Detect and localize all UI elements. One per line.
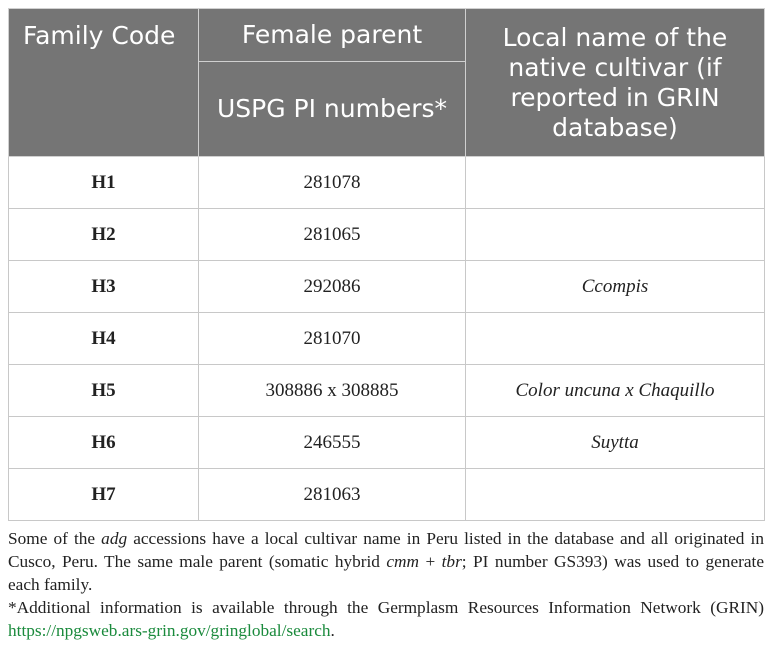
local-name-cell <box>466 469 765 521</box>
pi-number-cell: 281070 <box>199 313 466 365</box>
local-name-cell <box>466 157 765 209</box>
local-name-cell <box>466 313 765 365</box>
table-row <box>9 469 765 521</box>
footnote-paragraph <box>8 527 764 596</box>
footnote-text: Some of the <box>8 529 102 548</box>
family-code-cell: H1 <box>9 157 199 209</box>
family-code-cell: H7 <box>9 469 199 521</box>
plus-sign: + <box>419 552 442 571</box>
pi-number-cell: 281065 <box>199 209 466 261</box>
local-name-cell: Ccompis <box>466 261 765 313</box>
local-name-cell <box>466 209 765 261</box>
adg-term: adg <box>101 529 128 548</box>
cmm-term: cmm <box>386 552 420 571</box>
table-container <box>8 8 764 521</box>
table-footnotes <box>8 527 764 642</box>
pi-number-cell: 246555 <box>199 417 466 469</box>
footnote-text: *Additional information is available through the Germplasm Resources Information Network (GRIN) <box>8 598 764 617</box>
footnote-text: ; PI number GS393) was used to generate each family. <box>8 552 765 594</box>
family-code-cell: H4 <box>9 313 199 365</box>
table-row <box>9 261 765 313</box>
pi-number-cell: 281063 <box>199 469 466 521</box>
families-table <box>8 8 765 521</box>
footnote-paragraph <box>8 596 764 642</box>
local-name-cell: Color uncuna x Chaquillo <box>466 365 765 417</box>
local-name-cell: Suytta <box>466 417 765 469</box>
family-code-cell: H3 <box>9 261 199 313</box>
pi-number-cell: 308886 x 308885 <box>199 365 466 417</box>
header-female-parent: Female parent <box>199 9 466 62</box>
pi-number-cell: 292086 <box>199 261 466 313</box>
table-row <box>9 365 765 417</box>
table-row <box>9 417 765 469</box>
pi-number-cell: 281078 <box>199 157 466 209</box>
table-row <box>9 157 765 209</box>
family-code-cell: H5 <box>9 365 199 417</box>
tbr-term: tbr <box>441 552 462 571</box>
family-code-cell: H2 <box>9 209 199 261</box>
family-code-cell: H6 <box>9 417 199 469</box>
header-family-code: Family Code <box>9 9 199 157</box>
grin-link[interactable]: https://npgsweb.ars-grin.gov/gringlobal/search <box>8 621 331 640</box>
table-row <box>9 209 765 261</box>
table-body <box>9 157 765 521</box>
table-header <box>9 9 765 157</box>
header-local-name: Local name of the native cultivar (if reported in GRIN database) <box>466 9 765 157</box>
footnote-period: . <box>330 621 335 640</box>
header-uspg-pi-numbers: USPG PI numbers* <box>199 62 466 157</box>
table-row <box>9 313 765 365</box>
footnote-text: accessions have a local cultivar name in Peru listed in the database and all originated in Cusco, Peru. The same male parent (somatic hybrid <box>8 529 764 571</box>
